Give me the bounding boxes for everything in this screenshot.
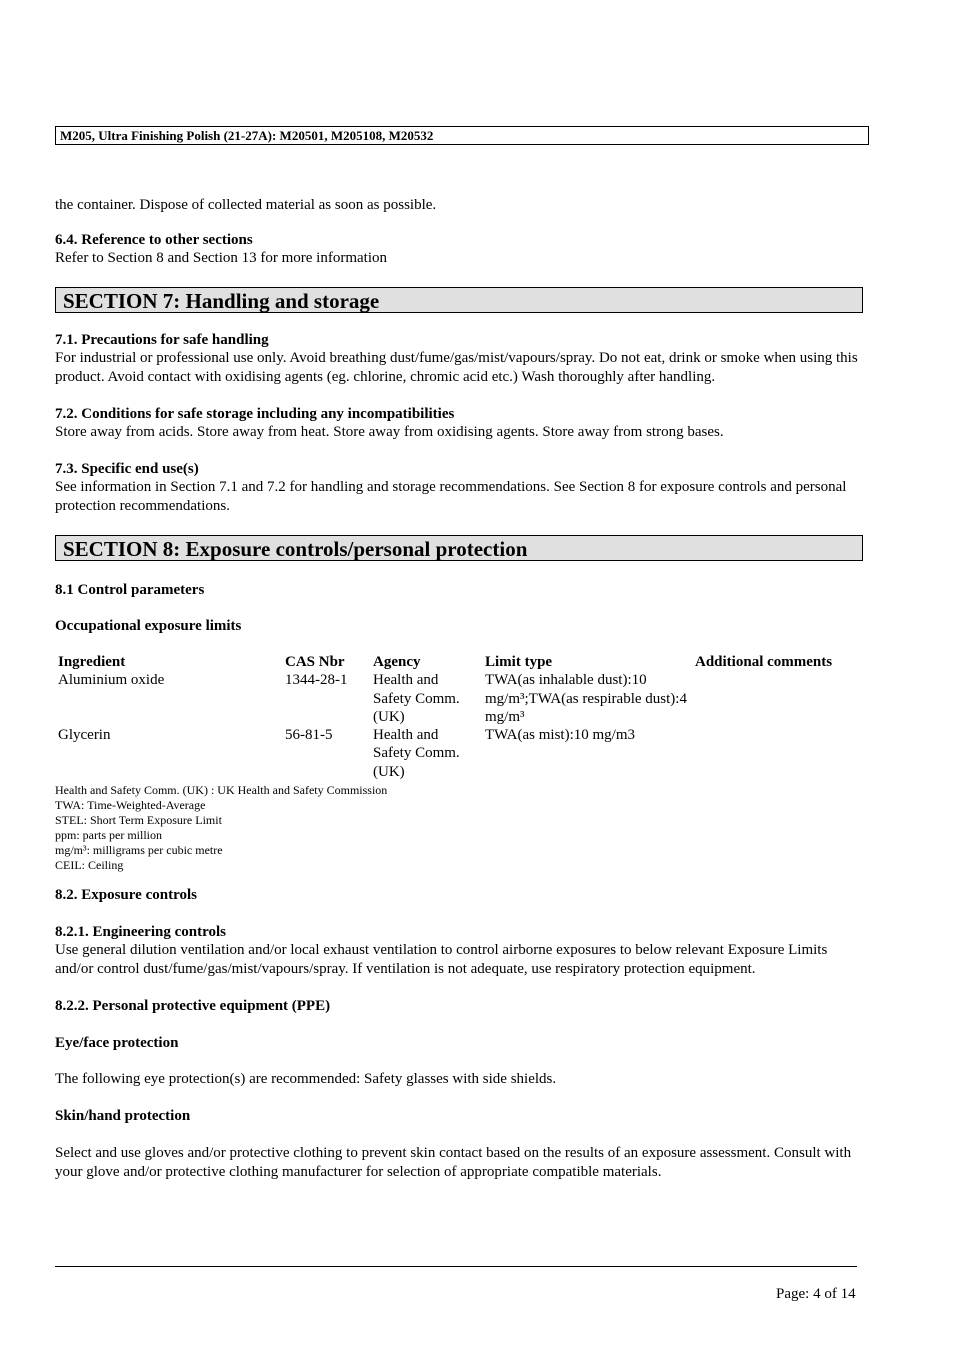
heading-8-1: 8.1 Control parameters [55,582,205,598]
note-line: CEIL: Ceiling [55,858,124,872]
note-line: mg/m³: milligrams per cubic metre [55,843,223,857]
cell-agency: Health and Safety Comm. (UK) [373,727,460,780]
cell-agency: Health and Safety Comm. (UK) [373,672,460,725]
cell-cas: 1344-28-1 [285,672,348,689]
text-8-2-1: Use general dilution ventilation and/or local exhaust ventilation to control airborne exposures to below relevant Exposure Limits and/or control dust/fume/gas/mist/vapours/spray. If ventilation is not adequate, use respiratory protection equipment. [55,942,828,977]
col-ingredient: Ingredient [58,654,126,670]
heading-7-1: 7.1. Precautions for safe handling [55,332,269,348]
table-row [55,671,868,726]
table-row [55,726,868,781]
heading-8-2-2: 8.2.2. Personal protective equipment (PPE) [55,998,331,1014]
document-header: M205, Ultra Finishing Polish (21-27A): M20501, M205108, M20532 [55,126,869,145]
heading-7-2: 7.2. Conditions for safe storage including any incompatibilities [55,406,455,422]
note-line: TWA: Time-Weighted-Average [55,798,206,812]
note-line: ppm: parts per million [55,828,162,842]
cell-comments [692,671,868,726]
cell-comments [692,726,868,781]
text-skin: Select and use gloves and/or protective clothing to prevent skin contact based on the results of an exposure assessment. Consult with your glove and/or protective clothing manufacturer for selection of appropriate compatible materials. [55,1145,852,1180]
cell-limit-type: TWA(as mist):10 mg/m3 [485,727,635,744]
note-line: Health and Safety Comm. (UK) : UK Health and Safety Commission [55,783,388,797]
text-7-1: For industrial or professional use only. Avoid breathing dust/fume/gas/mist/vapours/spray. Do not eat, drink or smoke when using this product. Avoid contact with oxidising agents (eg. chlorine, chromic acid etc.) Wash thoroughly after handling. [55,350,858,385]
heading-eye: Eye/face protection [55,1035,179,1051]
abbreviation-notes [55,783,387,873]
col-cas: CAS Nbr [285,654,345,670]
exposure-limits-table [55,653,868,781]
page-number: Page: 4 of 14 [776,1286,856,1302]
cell-ingredient: Aluminium oxide [58,672,165,689]
heading-8-2-1: 8.2.1. Engineering controls [55,924,226,940]
section-7-title: SECTION 7: Handling and storage [55,287,863,313]
continued-text: the container. Dispose of collected material as soon as possible. [55,197,437,213]
heading-8-2: 8.2. Exposure controls [55,887,197,903]
cell-ingredient: Glycerin [58,727,111,744]
text-7-3: See information in Section 7.1 and 7.2 for handling and storage recommendations. See Section 8 for exposure controls and personal protection recommendations. [55,479,847,514]
table-header-row [55,653,868,671]
text-eye: The following eye protection(s) are recommended: Safety glasses with side shields. [55,1071,557,1087]
section-8-title: SECTION 8: Exposure controls/personal protection [55,535,863,561]
heading-oel: Occupational exposure limits [55,618,242,634]
cell-cas: 56-81-5 [285,727,333,744]
heading-7-3: 7.3. Specific end use(s) [55,461,199,477]
heading-6-4: 6.4. Reference to other sections [55,232,253,248]
footer-divider [55,1266,857,1267]
text-6-4: Refer to Section 8 and Section 13 for more information [55,250,387,266]
col-agency: Agency [373,654,421,670]
note-line: STEL: Short Term Exposure Limit [55,813,222,827]
text-7-2: Store away from acids. Store away from heat. Store away from oxidising agents. Store away from strong bases. [55,424,724,440]
cell-limit-type: TWA(as inhalable dust):10 mg/m³;TWA(as respirable dust):4 mg/m³ [485,672,687,725]
col-limit-type: Limit type [485,654,553,670]
col-comments: Additional comments [695,654,833,670]
heading-skin: Skin/hand protection [55,1108,191,1124]
